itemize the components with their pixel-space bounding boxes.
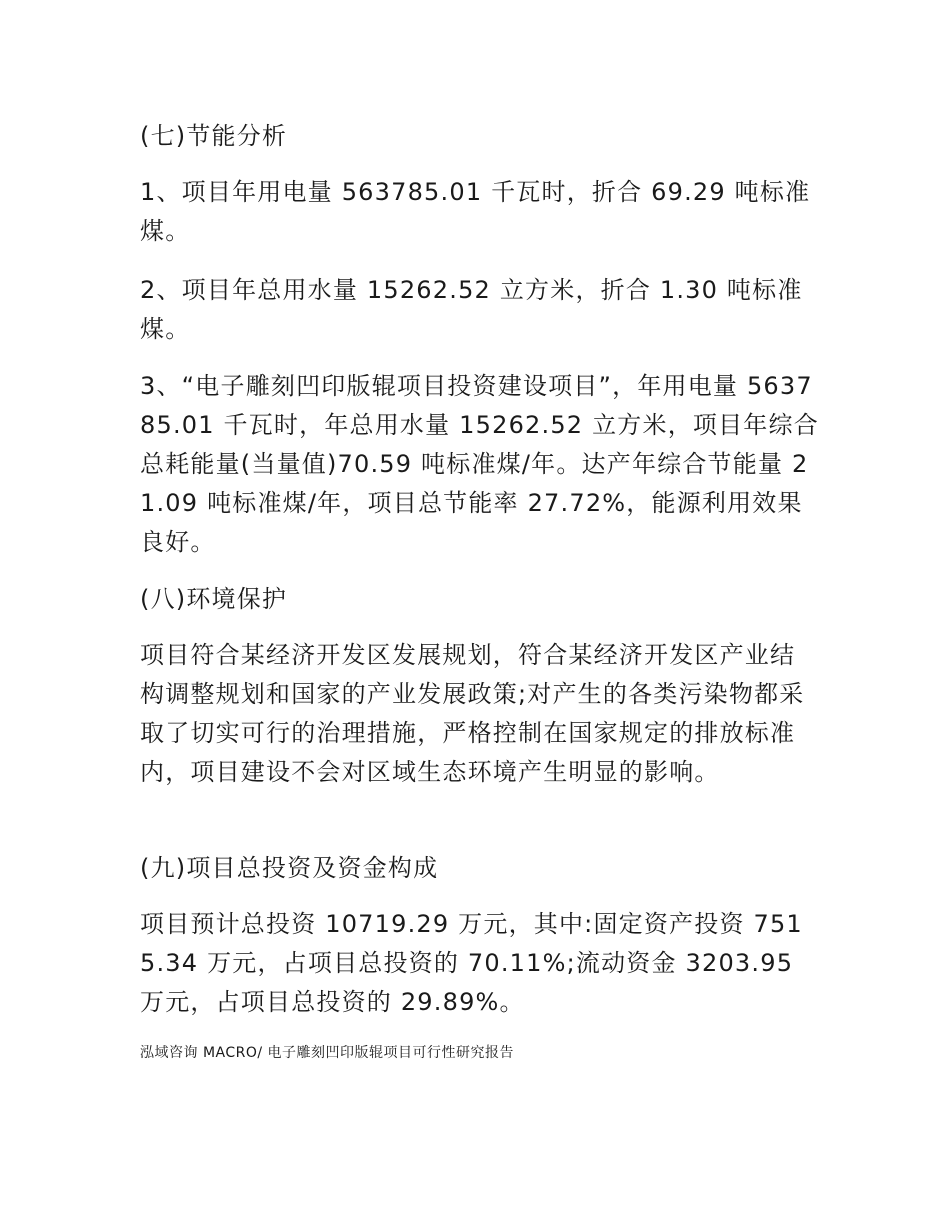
energy-paragraph-electricity: 1、项目年用电量 563785.01 千瓦时，折合 69.29 吨标准煤。 bbox=[140, 178, 811, 245]
environment-paragraph: 项目符合某经济开发区发展规划，符合某经济开发区产业结构调整规划和国家的产业发展政策;对产生的各类污染物都采取了切实可行的治理措施，严格控制在国家规定的排放标准内，项目建设不会对区域生态环境产生明显的影响。 bbox=[140, 641, 805, 786]
section-heading-energy: (七)节能分析 bbox=[140, 122, 288, 150]
energy-paragraph-summary: 3、“电子雕刻凹印版辊项目投资建设项目”，年用电量 563785.01 千瓦时，年总用水量 15262.52 立方米，项目年综合总耗能量(当量值)70.59 吨标准煤/年。达产年综合节能量 21.09 吨标准煤/年，项目总节能率 27.72%，能源利用效果良好。 bbox=[140, 372, 819, 556]
section-heading-investment: (九)项目总投资及资金构成 bbox=[140, 854, 439, 882]
page-footer: 泓域咨询 MACRO/ 电子雕刻凹印版辊项目可行性研究报告 bbox=[140, 1045, 515, 1061]
section-heading-environment: (八)环境保护 bbox=[140, 585, 288, 613]
investment-paragraph: 项目预计总投资 10719.29 万元，其中:固定资产投资 7515.34 万元，占项目总投资的 70.11%;流动资金 3203.95 万元，占项目总投资的 29.89%。 bbox=[140, 910, 803, 1016]
energy-paragraph-water: 2、项目年总用水量 15262.52 立方米，折合 1.30 吨标准煤。 bbox=[140, 276, 803, 343]
